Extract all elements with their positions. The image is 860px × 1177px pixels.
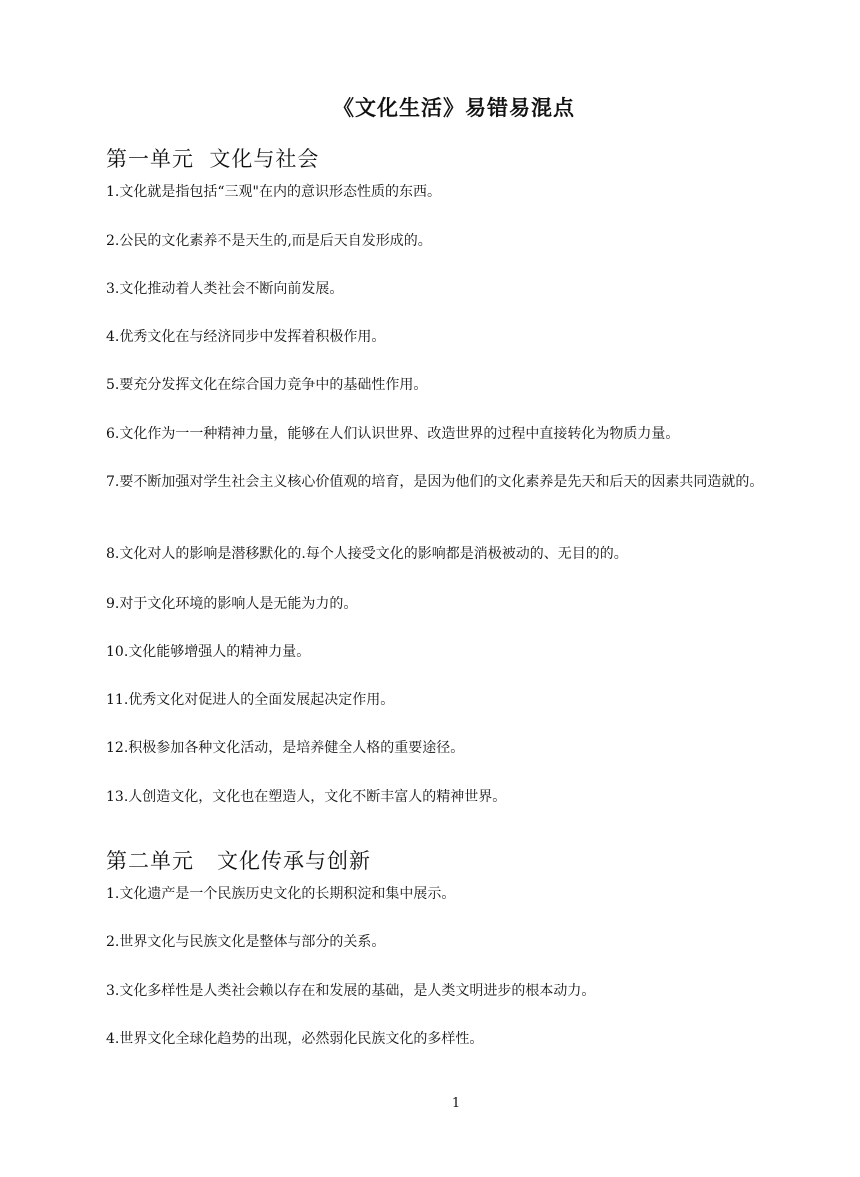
list-item: 3.文化推动着人类社会不断向前发展。 <box>106 281 344 297</box>
list-item: 4.世界文化全球化趋势的出现，必然弱化民族文化的多样性。 <box>106 1031 484 1047</box>
list-item: 7.要不断加强对学生社会主义核心价值观的培育，是因为他们的文化素养是先天和后天的因素共同造就的。 <box>106 474 764 490</box>
list-item: 5.要充分发挥文化在综合国力竞争中的基础性作用。 <box>106 377 428 393</box>
list-item: 3.文化多样性是人类社会赖以存在和发展的基础，是人类文明进步的根本动力。 <box>106 983 596 999</box>
list-item: 8.文化对人的影响是潜移默化的.每个人接受文化的影响都是消极被动的、无目的的。 <box>106 546 628 562</box>
list-item: 12.积极参加各种文化活动，是培养健全人格的重要途径。 <box>106 740 465 756</box>
section-heading-unit-2: 第二单元 文化传承与创新 <box>106 849 372 873</box>
list-item: 13.人创造文化，文化也在塑造人，文化不断丰富人的精神世界。 <box>106 789 507 805</box>
list-item: 6.文化作为一一种精神力量，能够在人们认识世界、改造世界的过程中直接转化为物质力量。 <box>106 426 680 442</box>
section-heading-unit-1: 第一单元 文化与社会 <box>106 147 320 171</box>
list-item: 2.世界文化与民族文化是整体与部分的关系。 <box>106 934 386 950</box>
list-item: 1.文化就是指包括“三观"在内的意识形态性质的东西。 <box>106 184 441 200</box>
list-item: 2.公民的文化素养不是天生的,而是后天自发形成的。 <box>106 233 432 249</box>
list-item: 9.对于文化环境的影响人是无能为力的。 <box>106 596 358 612</box>
page-number: 1 <box>451 1096 461 1111</box>
page-title: 《文化生活》易错易混点 <box>333 96 575 120</box>
list-item: 11.优秀文化对促进人的全面发展起决定作用。 <box>106 692 395 708</box>
list-item: 1.文化遗产是一个民族历史文化的长期积淀和集中展示。 <box>106 886 456 902</box>
list-item: 10.文化能够增强人的精神力量。 <box>106 644 311 660</box>
list-item: 4.优秀文化在与经济同步中发挥着积极作用。 <box>106 329 386 345</box>
